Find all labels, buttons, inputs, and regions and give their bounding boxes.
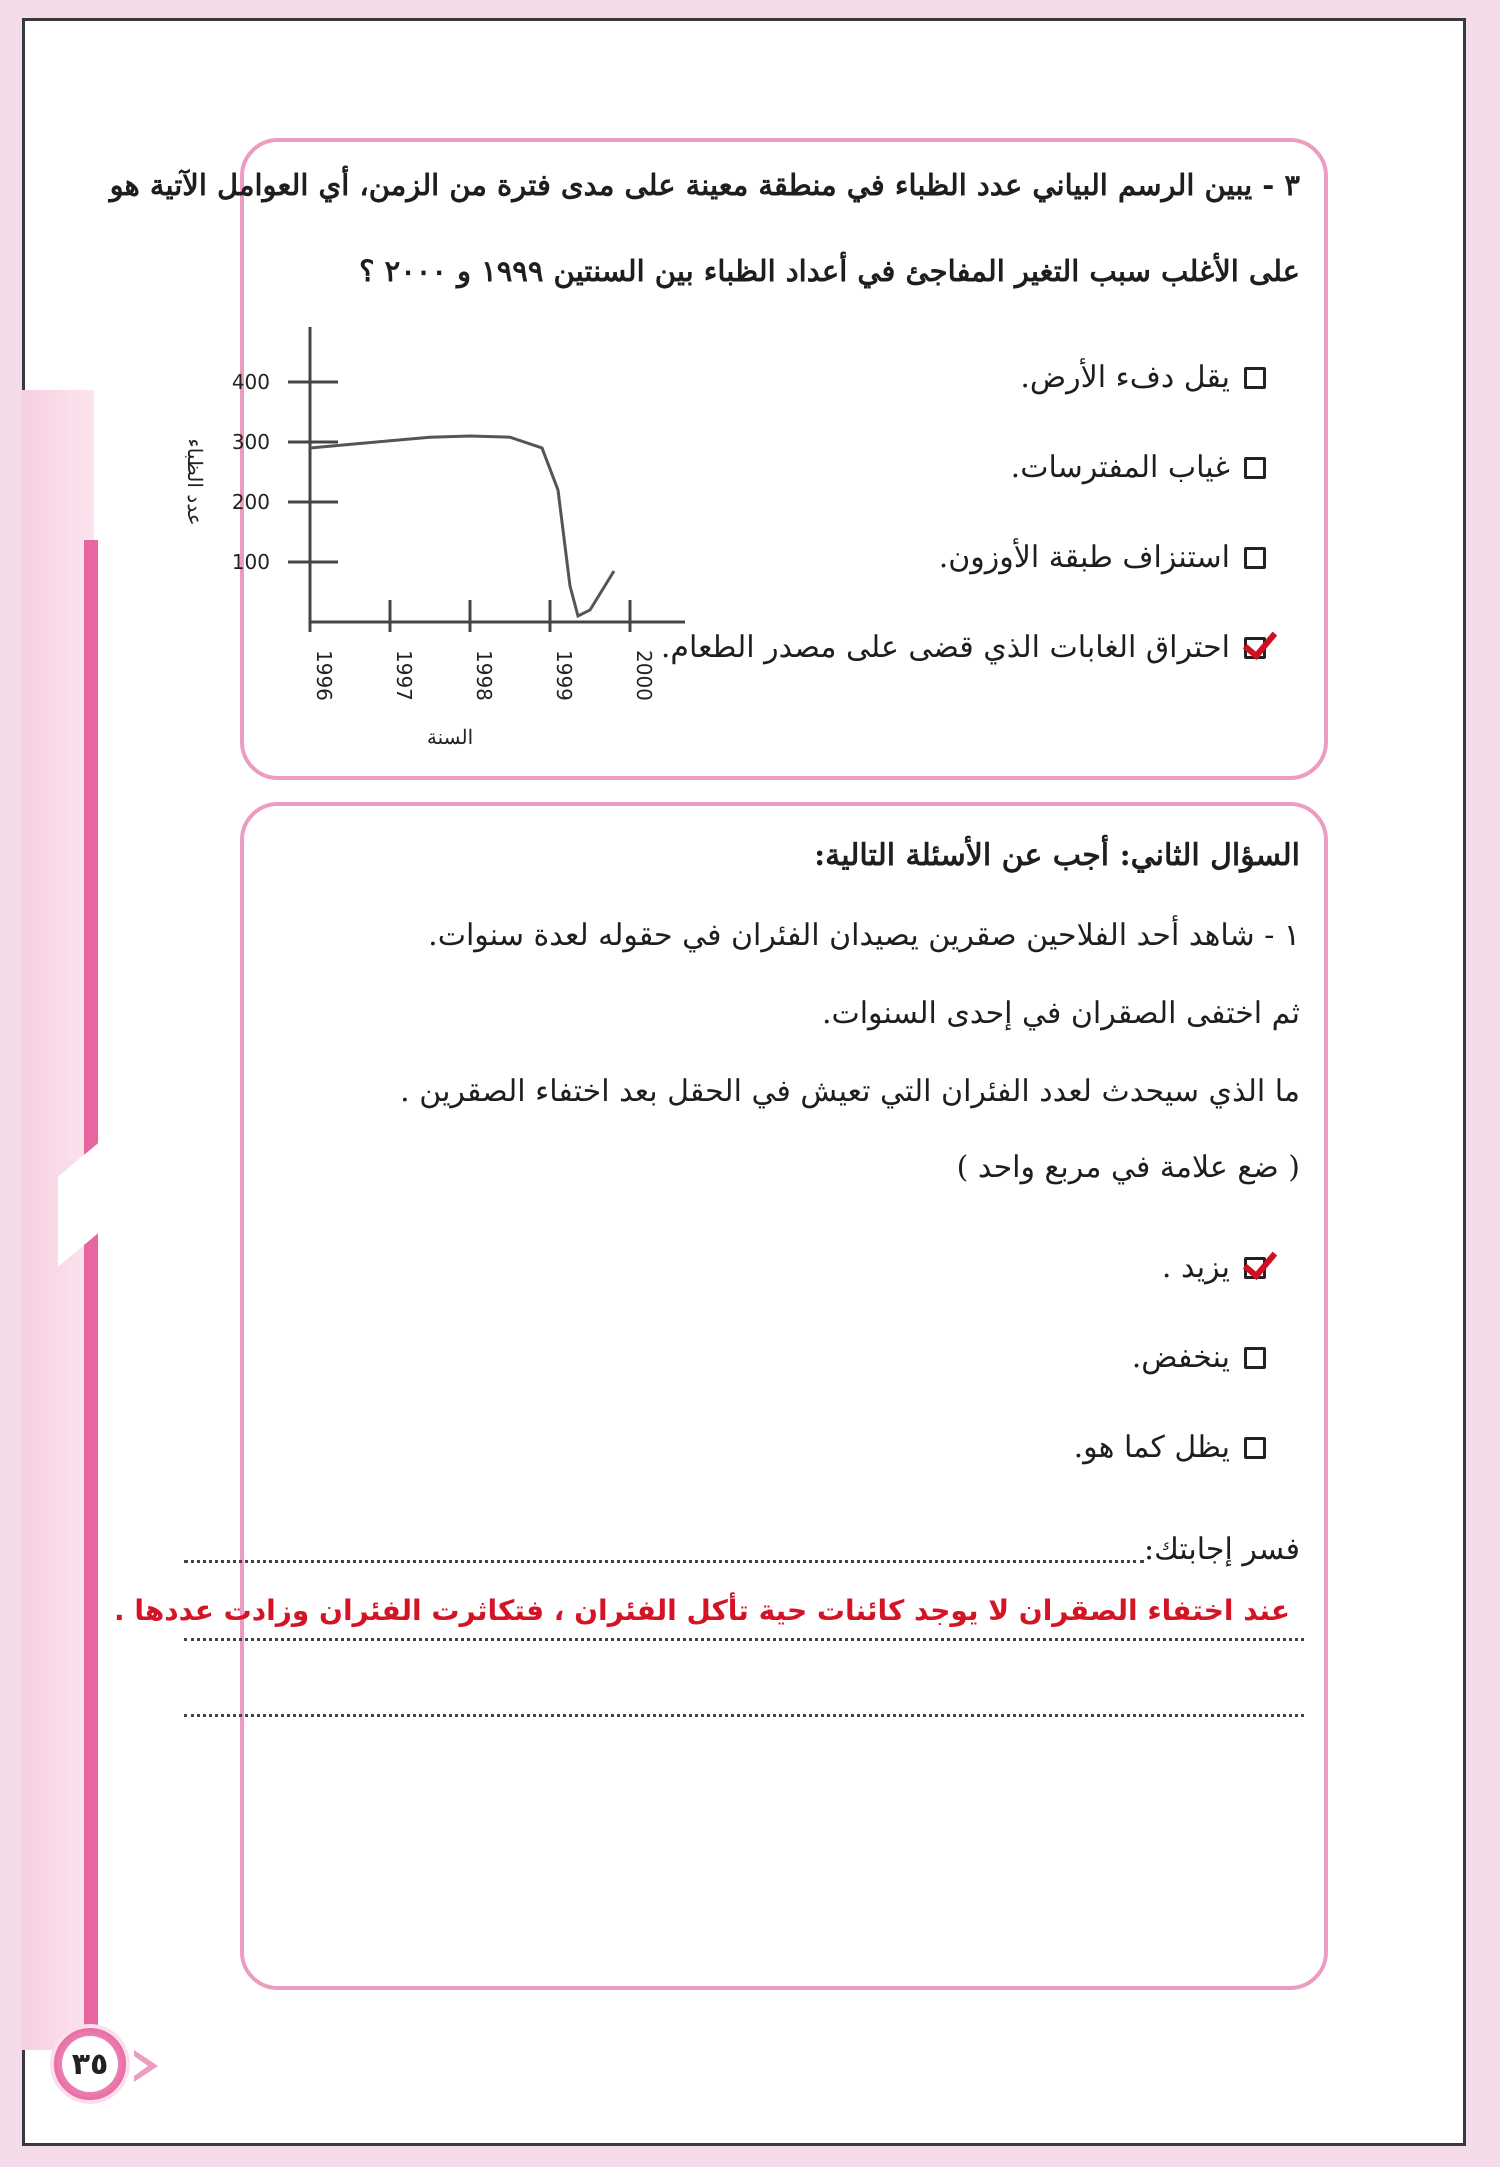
question2-option-2[interactable] <box>1132 1340 1266 1375</box>
question3-line1: ٣ - يبين الرسم البياني عدد الظباء في منطقة معينة على مدى فترة من الزمن، أي العوامل الآتية هو <box>109 168 1300 202</box>
option-label: استنزاف طبقة الأوزون. <box>938 540 1230 575</box>
question3-option-1[interactable] <box>1020 360 1266 395</box>
question2-line3: ما الذي سيحدث لعدد الفئران التي تعيش في الحقل بعد اختفاء الصقرين . <box>400 1074 1300 1109</box>
badge-arrow-inner-icon <box>134 2056 148 2076</box>
question3-line2: على الأغلب سبب التغير المفاجئ في أعداد الظباء بين السنتين ١٩٩٩ و ٢٠٠٠ ؟ <box>359 254 1300 288</box>
x-axis-label: السنة <box>426 725 474 749</box>
y-tick-label: 400 <box>231 370 270 394</box>
answer-line-3[interactable] <box>184 1714 1304 1717</box>
x-tick-label: 1998 <box>472 650 496 701</box>
page-number-badge <box>50 2024 130 2104</box>
checkbox-icon[interactable] <box>1244 367 1266 389</box>
question2-card <box>240 802 1328 1990</box>
y-axis-label: عدد الظباء <box>183 438 207 526</box>
checked-checkbox-icon[interactable] <box>1244 637 1266 659</box>
option-label: يقل دفء الأرض. <box>1020 360 1230 395</box>
handwritten-answer: عند اختفاء الصقران لا يوجد كائنات حية تأكل الفئران ، فتكاثرت الفئران وزادت عددها . <box>113 1594 1290 1627</box>
option-label: غياب المفترسات. <box>1010 450 1230 485</box>
series-line-antelopes <box>310 436 614 616</box>
question3-option-4[interactable] <box>661 630 1266 665</box>
checkbox-icon[interactable] <box>1244 1347 1266 1369</box>
question2-line2: ثم اختفى الصقران في إحدى السنوات. <box>821 996 1300 1031</box>
question3-option-3[interactable] <box>939 540 1266 575</box>
question2-option-1[interactable] <box>1162 1250 1266 1285</box>
question2-option-3[interactable] <box>1074 1430 1266 1465</box>
y-tick-label: 300 <box>231 430 270 454</box>
option-label: ينخفض. <box>1131 1340 1230 1375</box>
x-tick-label: 1999 <box>552 650 576 701</box>
x-tick-label: 2000 <box>632 650 656 701</box>
checked-checkbox-icon[interactable] <box>1244 1257 1266 1279</box>
checkbox-icon[interactable] <box>1244 1437 1266 1459</box>
x-tick-label: 1996 <box>312 650 336 701</box>
question2-instruction: ( ضع علامة في مربع واحد ) <box>956 1150 1300 1185</box>
y-tick-label: 100 <box>231 550 270 574</box>
question2-line1: ١ - شاهد أحد الفلاحين صقرين يصيدان الفئران في حقوله لعدة سنوات. <box>428 918 1300 953</box>
option-label: يزيد . <box>1161 1250 1230 1285</box>
page-number: ٣٥ <box>62 2036 118 2092</box>
antelope-population-chart <box>150 312 710 762</box>
explain-answer-label: فسر إجابتك: <box>1143 1532 1300 1567</box>
y-tick-label: 200 <box>231 490 270 514</box>
answer-line-1[interactable] <box>184 1560 1144 1563</box>
checkbox-icon[interactable] <box>1244 547 1266 569</box>
option-label: يظل كما هو. <box>1073 1430 1230 1465</box>
x-tick-label: 1997 <box>392 650 416 701</box>
answer-line-2[interactable] <box>184 1638 1304 1641</box>
checkbox-icon[interactable] <box>1244 457 1266 479</box>
question3-option-2[interactable] <box>1011 450 1266 485</box>
left-ribbon-stripe <box>84 540 98 2100</box>
question2-title: السؤال الثاني: أجب عن الأسئلة التالية: <box>814 838 1300 873</box>
option-label: احتراق الغابات الذي قضى على مصدر الطعام. <box>660 630 1230 665</box>
